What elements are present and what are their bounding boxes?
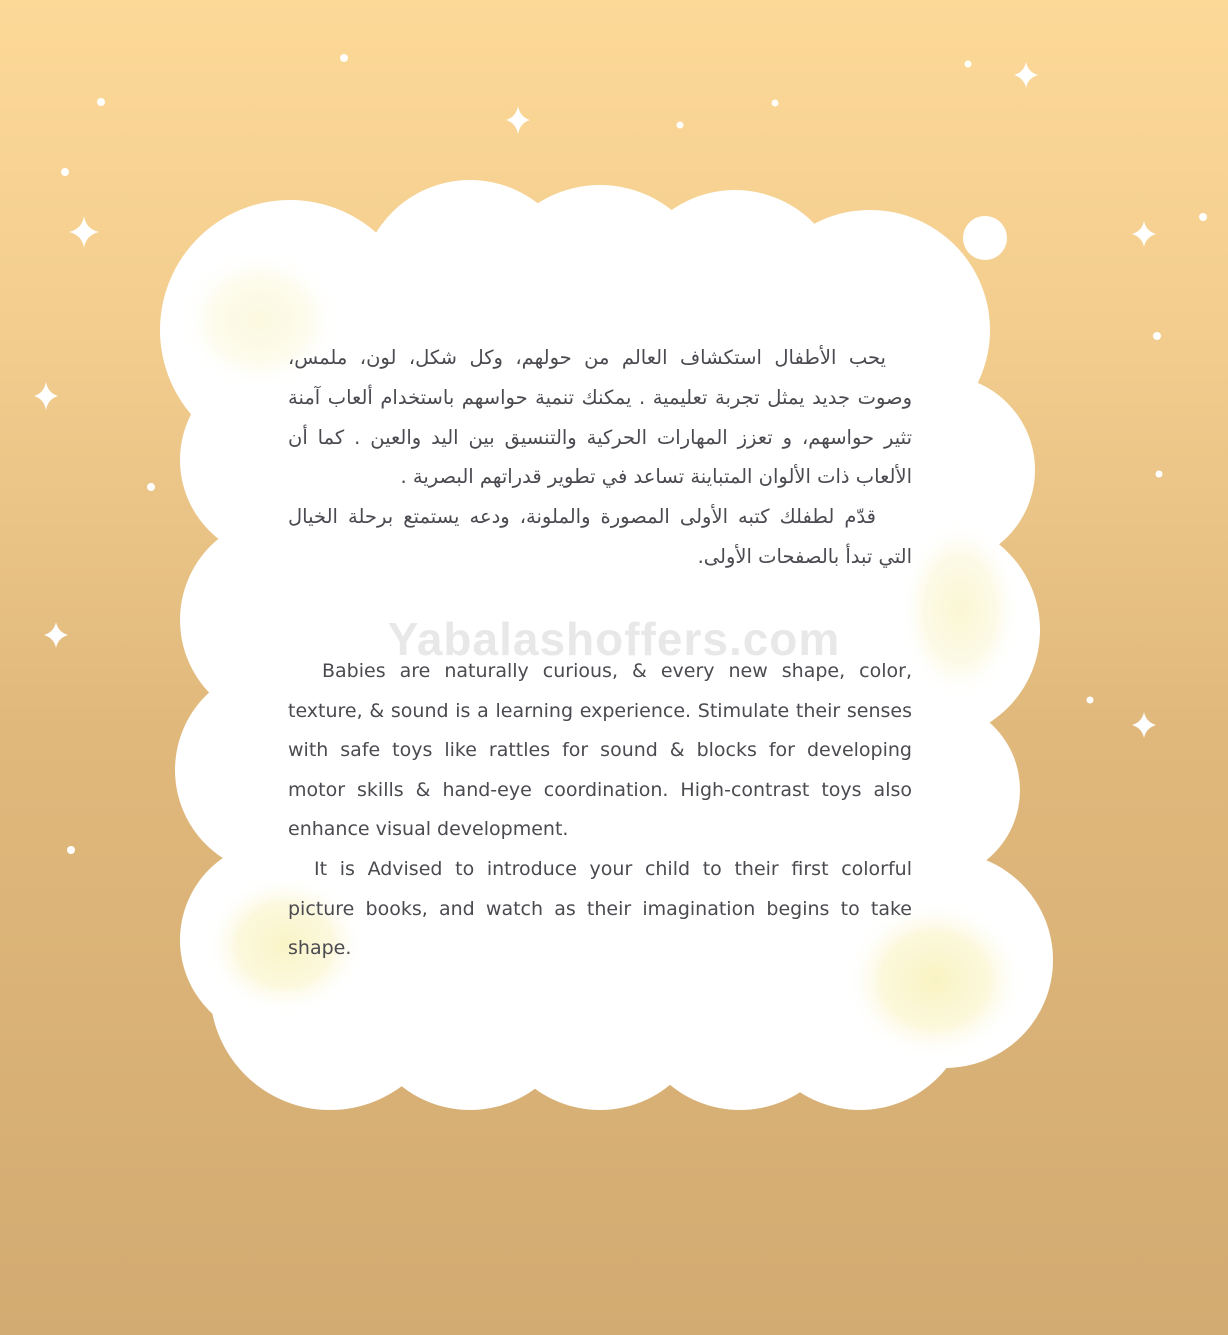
english-description (288, 652, 912, 969)
arabic-description (288, 338, 912, 577)
arabic-paragraph-1: يحب الأطفال استكشاف العالم من حولهم، وكل شكل، لون، ملمس، وصوت جديد يمثل تجربة تعليمية . يمكنك تنمية حواسهم باستخدام ألعاب آمنة تثير حواسهم، و تعزز المهارات الحركية والتنسيق بين اليد والعين . كما أن الألعاب ذات الألوان المتباينة تساعد في تطوير قدراتهم البصرية . (288, 346, 912, 489)
english-paragraph-1: Babies are naturally curious, & every new shape, color, texture, & sound is a learning experience. Stimulate their senses with safe toys like rattles for sound & blocks for developing motor skills & hand-eye coordination. High-contrast toys also enhance visual development. (288, 660, 912, 841)
watermark: Yabalashoffers.com (387, 613, 841, 665)
arabic-paragraph-2: قدّم لطفلك كتبه الأولى المصورة والملونة، ودعه يستمتع برحلة الخيال التي تبدأ بالصفحات الأولى. (288, 505, 912, 568)
english-paragraph-2: It is Advised to introduce your child to their first colorful picture books, and watch as their imagination begins to take shape. (288, 857, 912, 960)
